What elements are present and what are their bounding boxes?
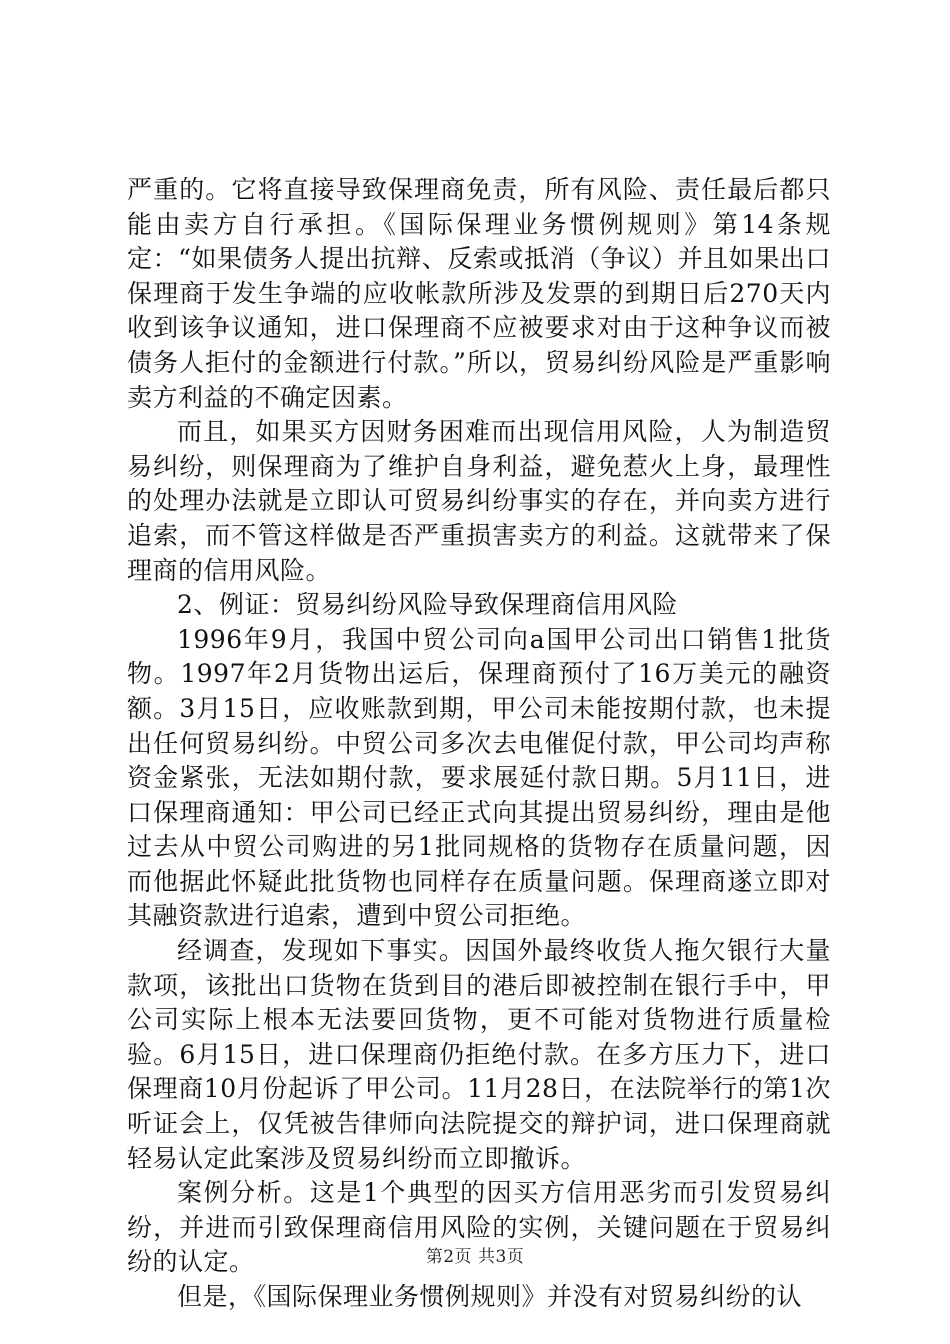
paragraph-5: 案例分析。这是1个典型的因买方信用恶劣而引发贸易纠纷，并进而引致保理商信用风险的实例，关键问题在于贸易纠纷的认定。	[127, 1178, 831, 1277]
paragraph-6: 但是，《国际保理业务惯例规则》并没有对贸易纠纷的认	[177, 1282, 803, 1311]
paragraph-1: 严重的。它将直接导致保理商免责，所有风险、责任最后都只能由卖方自行承担。《国际保理业务惯例规则》第14条规定：“如果债务人提出抗辩、反索或抵消（争议）并且如果出口保理商于发生争端的应收帐款所涉及发票的到期日后270天内收到该争议通知，进口保理商不应被要求对由于这种争议而被债务人拒付的金额进行付款。”所以，贸易纠纷风险是严重影响卖方利益的不确定因素。	[127, 175, 831, 412]
document-body	[127, 173, 831, 1315]
paragraph-3: 1996年9月，我国中贸公司向a国甲公司出口销售1批货物。1997年2月货物出运后，保理商预付了16万美元的融资额。3月15日，应收账款到期，甲公司未能按期付款，也未提出任何贸易纠纷。中贸公司多次去电催促付款，甲公司均声称资金紧张，无法如期付款，要求展延付款日期。5月11日，进口保理商通知：甲公司已经正式向其提出贸易纠纷，理由是他过去从中贸公司购进的另1批同规格的货物存在质量问题，因而他据此怀疑此批货物也同样存在质量问题。保理商遂立即对其融资款进行追索，遭到中贸公司拒绝。	[127, 624, 831, 931]
paragraph-4: 经调查，发现如下事实。因国外最终收货人拖欠银行大量款项，该批出口货物在货到目的港后即被控制在银行手中，甲公司实际上根本无法要回货物，更不可能对货物进行质量检验。6月15日，进口保理商仍拒绝付款。在多方压力下，进口保理商10月份起诉了甲公司。11月28日，在法院举行的第1次听证会上，仅凭被告律师向法院提交的辩护词，进口保理商就轻易认定此案涉及贸易纠纷而立即撤诉。	[127, 936, 831, 1173]
page-number-footer: 第2页 共3页	[425, 1247, 525, 1267]
section-heading: 2、例证：贸易纠纷风险导致保理商信用风险	[177, 590, 678, 620]
paragraph-2: 而且，如果买方因财务困难而出现信用风险，人为制造贸易纠纷，则保理商为了维护自身利益，避免惹火上身，最理性的处理办法就是立即认可贸易纠纷事实的存在，并向卖方进行追索，而不管这样做是否严重损害卖方的利益。这就带来了保理商的信用风险。	[127, 417, 831, 585]
